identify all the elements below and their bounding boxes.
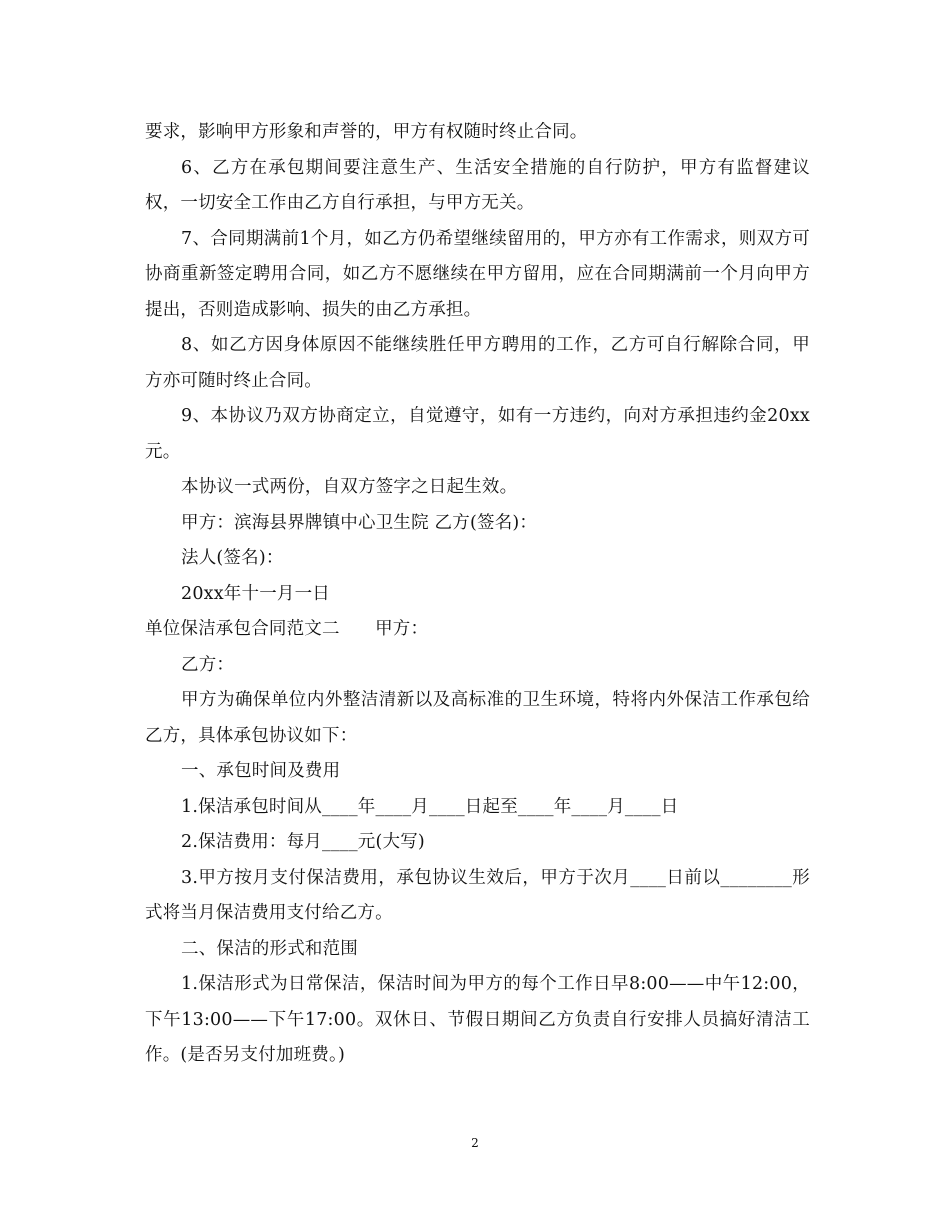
paragraph-4: 8、如乙方因身体原因不能继续胜任甲方聘用的工作，乙方可自行解除合同，甲方亦可随时终止合同。 (145, 335, 810, 391)
paragraph-1: 要求，影响甲方形象和声誉的，甲方有权随时终止合同。 (145, 122, 588, 142)
paragraph-8: 法人(签名)： (181, 548, 284, 568)
page-number: 2 (471, 1136, 479, 1150)
paragraph-2: 6、乙方在承包期间要注意生产、生活安全措施的自行防护，甲方有监督建议权，一切安全工作由乙方自行承担，与甲方无关。 (145, 157, 810, 213)
paragraph-9: 20xx年十一月一日 (181, 583, 331, 604)
paragraph-6: 本协议一式两份，自双方签字之日起生效。 (181, 477, 518, 497)
paragraph-11: 乙方： (181, 654, 235, 675)
document-body (145, 115, 810, 1074)
paragraph-16: 3.甲方按月支付保洁费用，承包协议生效后，甲方于次月____日前以________形式将当月保洁费用支付给乙方。 (145, 867, 810, 923)
paragraph-18: 1.保洁形式为日常保洁，保洁时间为甲方的每个工作日早8:00——中午12:00，下午13:00——下午17:00。双休日、节假日期间乙方负责自行安排人员搞好清洁工作。(是否另支付加班费。) (145, 974, 810, 1065)
paragraph-15: 2.保洁费用：每月____元(大写) (181, 832, 425, 852)
paragraph-5: 9、本协议乃双方协商定立，自觉遵守，如有一方违约，向对方承担违约金20xx元。 (145, 406, 810, 462)
paragraph-13: 一、承包时间及费用 (181, 761, 341, 781)
section-heading: 单位保洁承包合同范文二 甲方： (145, 619, 429, 639)
paragraph-14: 1.保洁承包时间从____年____月____日起至____年____月____日 (181, 796, 679, 817)
paragraph-3: 7、合同期满前1个月，如乙方仍希望继续留用的，甲方亦有工作需求，则双方可协商重新签定聘用合同，如乙方不愿继续在甲方留用，应在合同期满前一个月向甲方提出，否则造成影响、损失的由乙方承担。 (145, 228, 810, 320)
paragraph-12: 甲方为确保单位内外整洁清新以及高标准的卫生环境，特将内外保洁工作承包给乙方，具体承包协议如下： (145, 690, 810, 746)
paragraph-17: 二、保洁的形式和范围 (181, 938, 358, 959)
paragraph-7: 甲方：滨海县界牌镇中心卫生院 乙方(签名)： (181, 512, 538, 533)
